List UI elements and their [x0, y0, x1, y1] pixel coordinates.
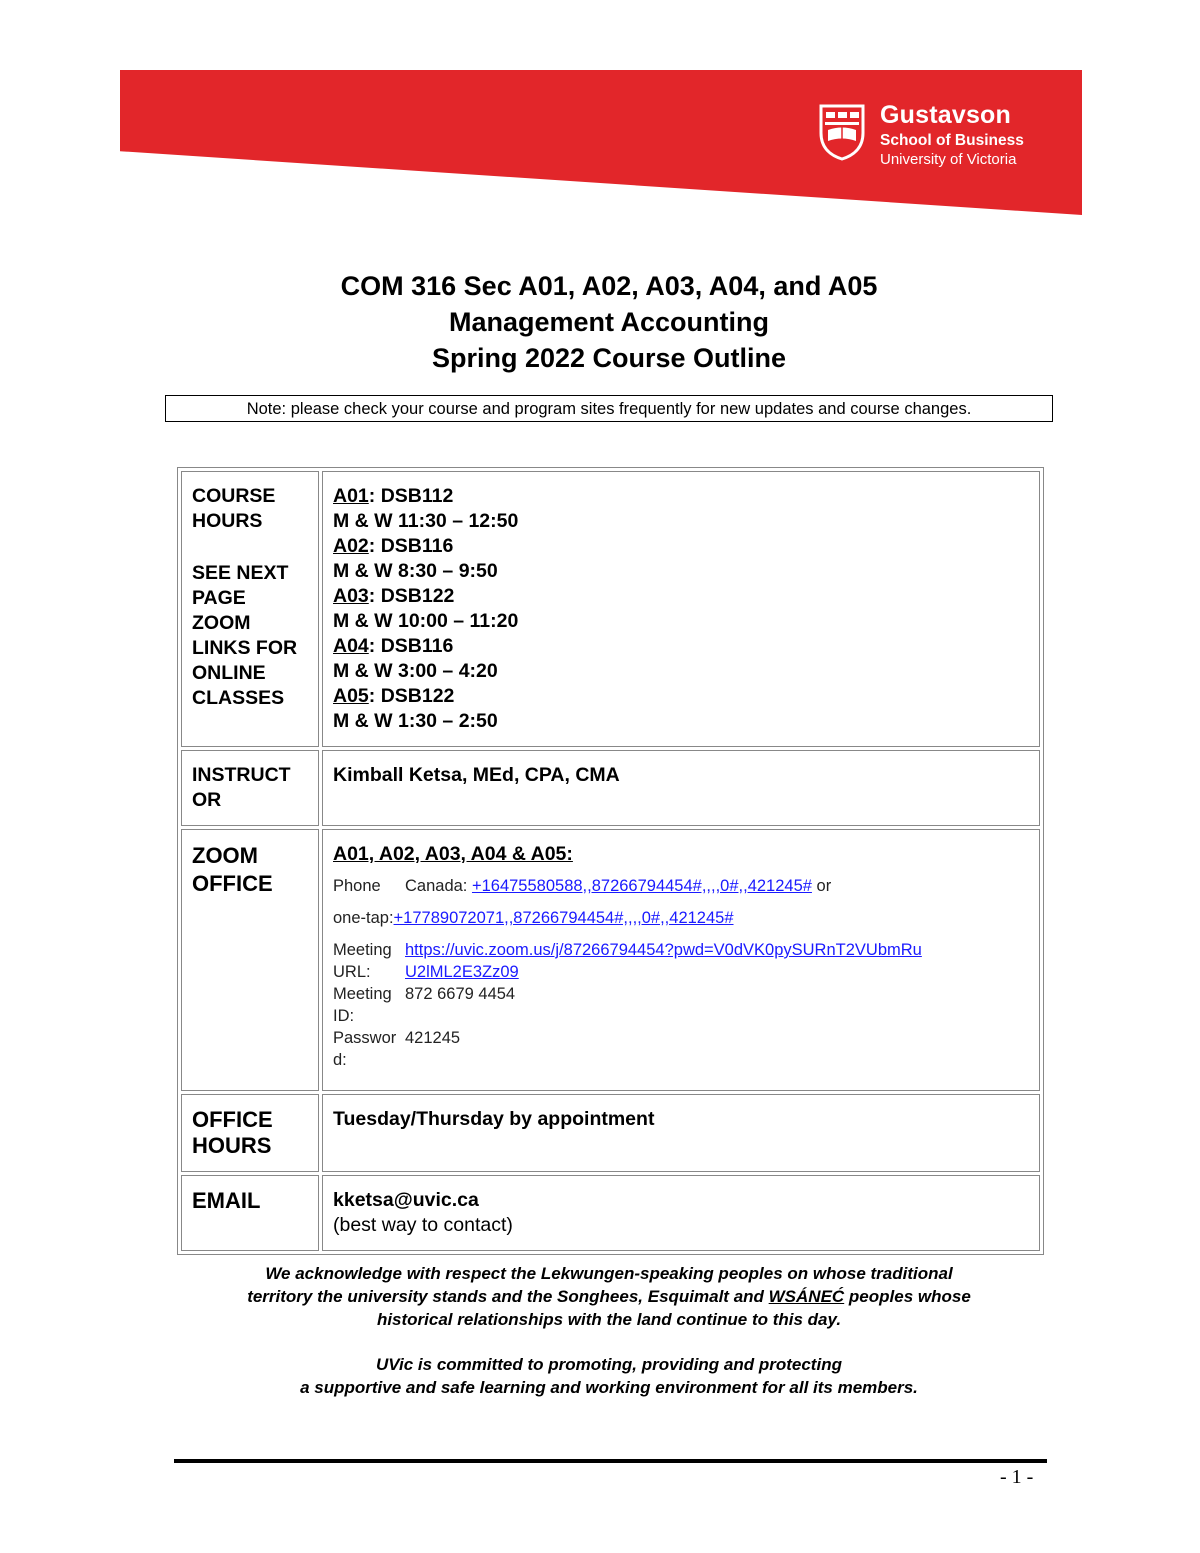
ack-wsanec: WSÁNEĆ [768, 1287, 845, 1306]
email-value [322, 1175, 1040, 1251]
onetap-link[interactable]: +17789072071,,87266794454#,,,,0#,,421245# [393, 909, 734, 927]
page-number: - 1 - [1000, 1466, 1034, 1488]
ack-line-1: We acknowledge with respect the Lekwungen-speaking peoples on whose traditional [265, 1264, 953, 1283]
section-room [333, 534, 1029, 559]
footer-rule [174, 1459, 1047, 1463]
ack-line-2 [0, 1285, 1200, 1308]
meeting-id-label [333, 983, 405, 1027]
label-line: CLASSES [192, 687, 285, 709]
zoom-office-label [181, 829, 319, 1091]
label-line: COURSE [192, 485, 276, 507]
onetap-label: one-tap: [333, 909, 394, 927]
label-line: SEE NEXT [192, 562, 289, 584]
meeting-id-value: 872 6679 4454 [405, 985, 516, 1003]
meeting-id-label-2: ID: [333, 1007, 355, 1025]
label-line: OR [192, 789, 222, 811]
email-address[interactable]: kketsa@uvic.ca [333, 1189, 479, 1211]
title-line-1: COM 316 Sec A01, A02, A03, A04, and A05 [340, 271, 878, 301]
label-line: INSTRUCT [192, 764, 291, 786]
label-line: LINKS FOR [192, 637, 298, 659]
room: : DSB112 [368, 485, 454, 507]
gustavson-logo [818, 103, 1024, 167]
course-hours-label [181, 471, 319, 747]
meeting-id-label-1: Meeting [333, 985, 392, 1003]
office-hours-label [181, 1094, 319, 1172]
ack-line-2a: territory the university stands and the Songhees, Esquimalt and [247, 1287, 769, 1306]
office-hours-row [181, 1094, 1040, 1172]
logo-university: University of Victoria [880, 150, 1017, 168]
zoom-meeting-url-row [333, 939, 1029, 961]
section-time: M & W 8:30 – 9:50 [333, 560, 498, 582]
zoom-meeting-id-row [333, 983, 1029, 1027]
zoom-url-row [333, 961, 1029, 983]
label-line: ZOOM [192, 612, 251, 634]
section-room [333, 484, 1029, 509]
password-label [333, 1027, 405, 1071]
label-line: HOURS [192, 510, 263, 532]
instructor-row [181, 750, 1040, 826]
zoom-onetap-row [333, 907, 1029, 929]
title-line-3: Spring 2022 Course Outline [431, 343, 787, 373]
instructor-name: Kimball Ketsa, MEd, CPA, CMA [322, 750, 1040, 826]
zoom-phone-row [333, 875, 1029, 897]
email-label: EMAIL [181, 1175, 319, 1251]
zoom-office-value [322, 829, 1040, 1091]
zoom-office-row [181, 829, 1040, 1091]
phone-link[interactable]: +16475580588,,87266794454#,,,,0#,,421245# [471, 877, 812, 895]
meeting-link[interactable]: https://uvic.zoom.us/j/87266794454?pwd=V0dVK0pySURnT2VUbmRu [405, 941, 922, 959]
section-time: M & W 1:30 – 2:50 [333, 710, 498, 732]
land-acknowledgement [0, 1262, 1200, 1399]
password-label-1: Passwor [333, 1029, 397, 1047]
ack-line-2c: peoples whose [844, 1287, 971, 1306]
room: : DSB116 [368, 635, 454, 657]
ack-line-4: UVic is committed to promoting, providing and protecting [376, 1355, 842, 1374]
phone-label: Phone [333, 877, 381, 895]
section-code: A02 [333, 535, 369, 557]
course-info-table [177, 467, 1044, 1255]
zoom-password-row [333, 1027, 1029, 1071]
label-line: ZOOM [192, 843, 258, 868]
office-hours-value: Tuesday/Thursday by appointment [322, 1094, 1040, 1172]
course-hours-value [322, 471, 1040, 747]
title-line-2: Management Accounting [448, 307, 770, 337]
password-label-2: d: [333, 1051, 347, 1069]
section-code: A05 [333, 685, 369, 707]
password-value: 421245 [405, 1029, 461, 1047]
page-title [0, 268, 1200, 376]
room: : DSB122 [368, 585, 455, 607]
url-link[interactable]: U2lML2E3Zz09 [405, 963, 519, 981]
email-note: (best way to contact) [333, 1214, 513, 1236]
ack-line-5: a supportive and safe learning and working environment for all its members. [300, 1378, 918, 1397]
section-room [333, 634, 1029, 659]
section-code: A03 [333, 585, 369, 607]
label-line: PAGE [192, 587, 246, 609]
section-time: M & W 3:00 – 4:20 [333, 660, 498, 682]
label-line: OFFICE [192, 1107, 273, 1132]
section-code: A01 [333, 485, 369, 507]
label-line: ONLINE [192, 662, 266, 684]
logo-name: Gustavson [880, 101, 1011, 129]
instructor-label [181, 750, 319, 826]
phone-suffix: or [811, 877, 832, 895]
label-line: HOURS [192, 1133, 272, 1158]
logo-school: School of Business [880, 132, 1024, 149]
email-row [181, 1175, 1040, 1251]
phone-value [405, 875, 831, 897]
section-code: A04 [333, 635, 369, 657]
ack-line-3: historical relationships with the land continue to this day. [376, 1310, 842, 1329]
section-time: M & W 11:30 – 12:50 [333, 510, 519, 532]
section-room [333, 684, 1029, 709]
section-time: M & W 10:00 – 11:20 [333, 610, 519, 632]
crest-icon [818, 103, 866, 161]
room: : DSB116 [368, 535, 454, 557]
label-line: OFFICE [192, 871, 273, 896]
room: : DSB122 [368, 685, 455, 707]
zoom-sections-heading: A01, A02, A03, A04 & A05: [333, 843, 573, 865]
course-hours-row [181, 471, 1040, 747]
url-label: URL: [333, 963, 371, 981]
section-room [333, 584, 1029, 609]
update-note: Note: please check your course and program sites frequently for new updates and course changes. [165, 395, 1053, 422]
meeting-label: Meeting [333, 941, 392, 959]
phone-prefix: Canada: [405, 877, 472, 895]
